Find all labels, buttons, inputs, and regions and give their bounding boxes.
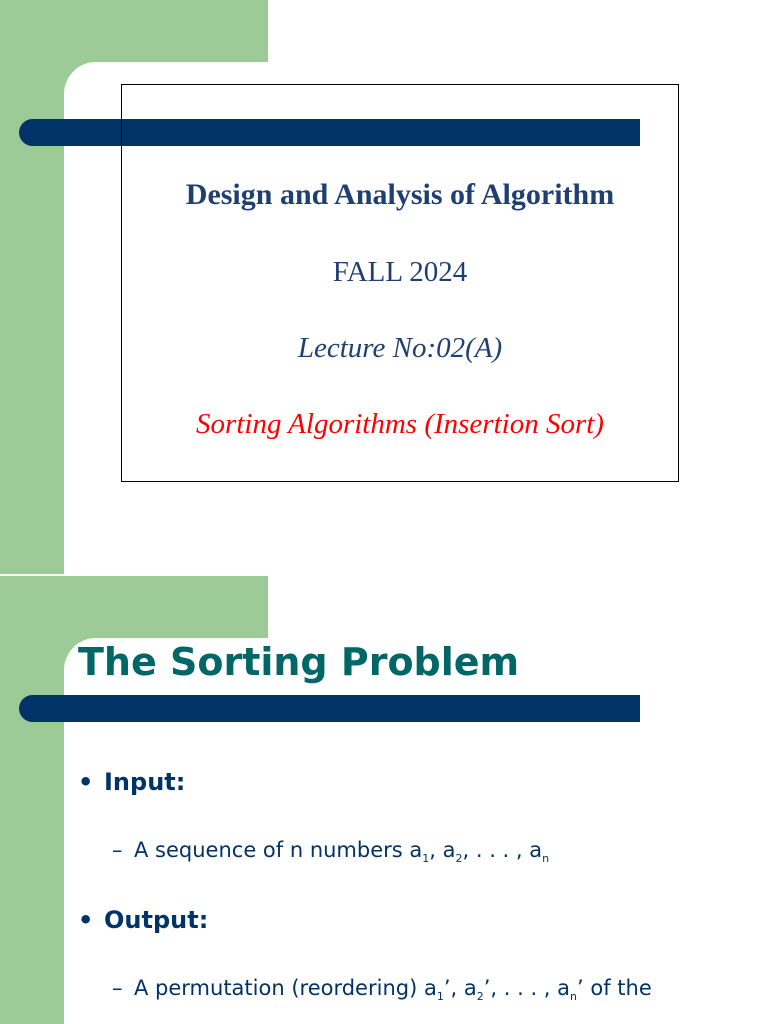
bullet-output (78, 906, 208, 934)
subscript: 1 (436, 990, 444, 1004)
content-slide (0, 576, 768, 1024)
bullet-label: Output: (104, 906, 209, 934)
sub-text: A permutation (reordering) a (134, 976, 437, 1000)
term-label: FALL 2024 (332, 256, 468, 288)
lecture-topic: Sorting Algorithms (Insertion Sort) (196, 408, 604, 440)
dash-icon: – (112, 976, 123, 1000)
bullet-label: Input: (104, 768, 186, 796)
decor-navy-bar (19, 695, 640, 722)
bullet-icon: • (78, 768, 94, 796)
subscript: n (570, 990, 578, 1004)
sub-text: ’, a (443, 976, 477, 1000)
decor-green-left (0, 0, 64, 574)
course-title: Design and Analysis of Algorithm (185, 178, 615, 211)
subscript: 2 (455, 852, 463, 866)
subscript: 1 (422, 852, 430, 866)
subscript: 2 (476, 990, 484, 1004)
bullet-input (78, 768, 185, 796)
sub-text: , . . . , a (462, 838, 543, 862)
sub-item-input (112, 838, 549, 865)
sub-text: , a (429, 838, 456, 862)
sub-text: ’, . . . , a (483, 976, 571, 1000)
decor-green-left (0, 576, 64, 1024)
slide-title: The Sorting Problem (78, 640, 520, 684)
subscript: n (542, 852, 550, 866)
sub-item-output (112, 976, 652, 1003)
dash-icon: – (112, 838, 123, 862)
lecture-number: Lecture No:02(A) (297, 332, 503, 364)
bullet-icon: • (78, 906, 94, 934)
sub-text: ’ of the (577, 976, 652, 1000)
sub-text: A sequence of n numbers a (134, 838, 423, 862)
